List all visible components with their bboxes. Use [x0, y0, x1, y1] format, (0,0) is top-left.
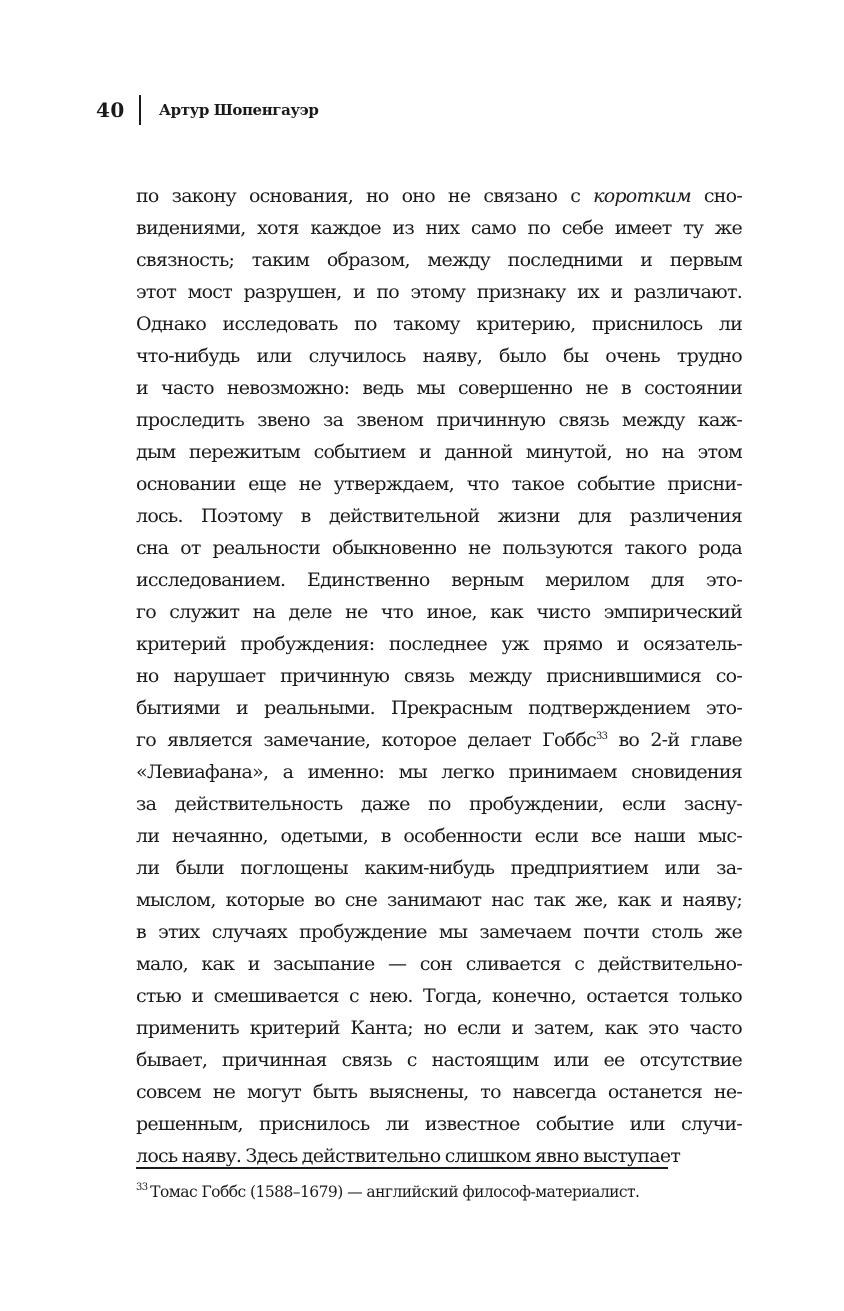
running-head: [96, 96, 318, 124]
page-number: 40: [96, 98, 125, 122]
text-line: бытиями и реальными. Прекрасным подтверждением это-: [136, 697, 742, 719]
footnote-reference: 33: [596, 731, 608, 742]
text-line: за действительность даже по пробуждении, если засну-: [136, 793, 742, 815]
body-text: [136, 180, 742, 1172]
text-line: ли нечаянно, одетыми, в особенности если все наши мыс-: [136, 825, 742, 847]
text-line: этот мост разрушен, и по этому признаку их и различают.: [136, 281, 742, 303]
footnote-marker: 33: [136, 1182, 148, 1193]
text-line: лось наяву. Здесь действительно слишком явно выступает: [136, 1145, 681, 1167]
text-line: проследить звено за звеном причинную связь между каж-: [136, 409, 742, 431]
footnote: [136, 1180, 742, 1204]
text-line: основании еще не утверждаем, что такое событие присни-: [136, 473, 742, 495]
emphasis-text: коротким: [593, 185, 691, 207]
footnote-text: Томас Гоббс (1588–1679) — английский философ-материалист.: [150, 1183, 640, 1201]
text-line: но нарушает причинную связь между приснившимися со-: [136, 665, 742, 687]
text-line: го является замечание, которое делает Гоббс$^{33}$ во 2-й главе: [136, 729, 742, 751]
text-line: решенным, приснилось ли известное событие или случи-: [136, 1113, 742, 1135]
text-line: критерий пробуждения: последнее уж прямо и осязатель-: [136, 633, 742, 655]
text-line: совсем не могут быть выяснены, то навсегда останется не-: [136, 1081, 742, 1103]
text-line: Однако исследовать по такому критерию, приснилось ли: [136, 313, 742, 335]
text-line: исследованием. Единственно верным мерилом для это-: [136, 569, 742, 591]
text-line: сна от реальности обыкновенно не пользуются такого рода: [136, 537, 742, 559]
footnote-divider: [136, 1167, 668, 1169]
header-divider: [139, 95, 141, 125]
text-line: лось. Поэтому в действительной жизни для различения: [136, 505, 742, 527]
text-line: ли были поглощены каким-нибудь предприятием или за-: [136, 857, 742, 879]
text-line: что-нибудь или случилось наяву, было бы очень трудно: [136, 345, 742, 367]
text-line: бывает, причинная связь с настоящим или ее отсутствие: [136, 1049, 742, 1071]
text-line: дым пережитым событием и данной минутой, но на этом: [136, 441, 742, 463]
text-line: го служит на деле не что иное, как чисто эмпирический: [136, 601, 742, 623]
text-line: в этих случаях пробуждение мы замечаем почти столь же: [136, 921, 742, 943]
text-line: «Левиафана», а именно: мы легко принимаем сновидения: [136, 761, 742, 783]
text-line: и часто невозможно: ведь мы совершенно не в состоянии: [136, 377, 742, 399]
text-line: стью и смешивается с нею. Тогда, конечно, остается только: [136, 985, 742, 1007]
text-line: видениями, хотя каждое из них само по себе имеет ту же: [136, 217, 742, 239]
text-line: связность; таким образом, между последними и первым: [136, 249, 742, 271]
text-line: применить критерий Канта; но если и затем, как это часто: [136, 1017, 742, 1039]
text-line: по закону основания, но оно не связано с коротким сно-: [136, 185, 742, 207]
text-line: мыслом, которые во сне занимают нас так же, как и наяву;: [136, 889, 742, 911]
text-line: мало, как и засыпание — сон сливается с действительно-: [136, 953, 742, 975]
running-head-author: Артур Шопенгауэр: [158, 101, 319, 119]
